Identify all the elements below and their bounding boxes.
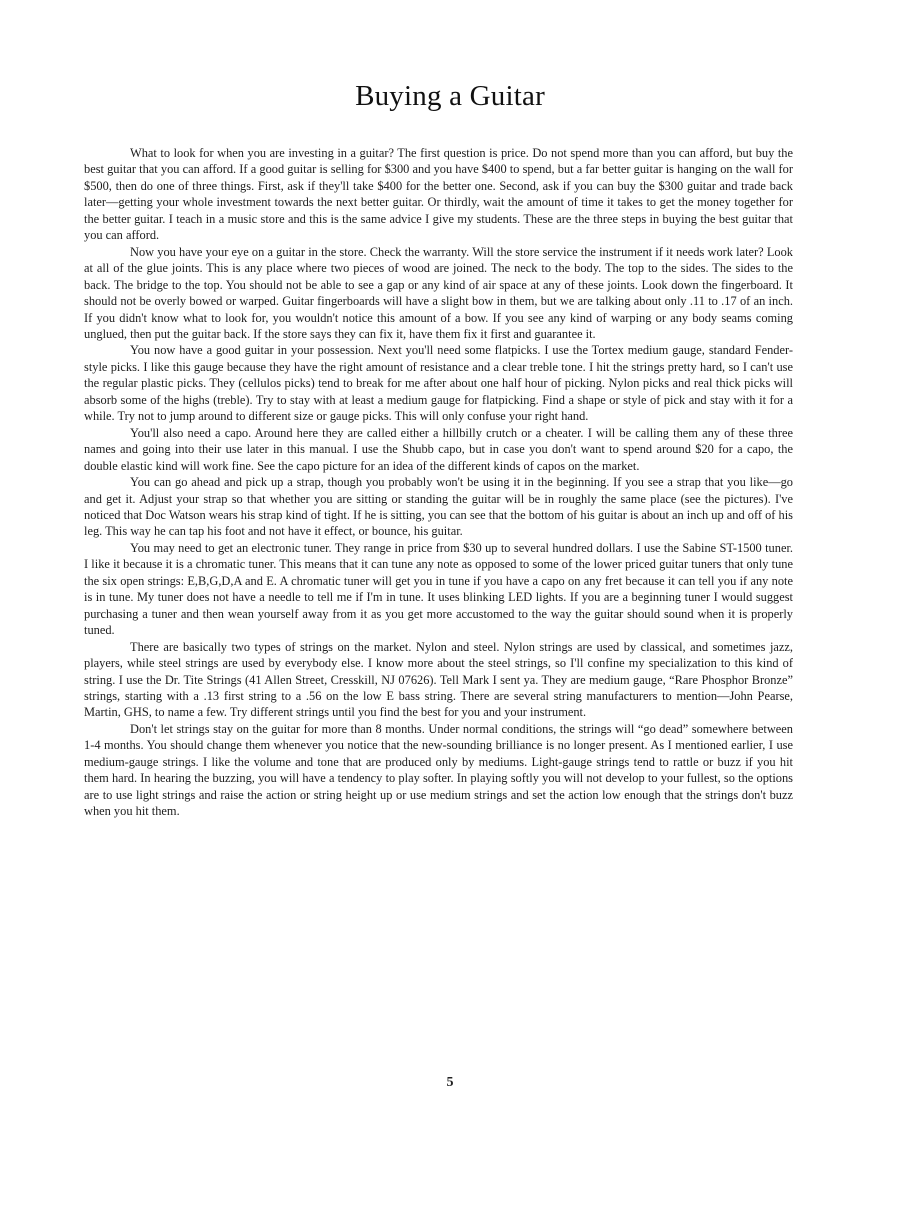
paragraph-strap: You can go ahead and pick up a strap, though you probably won't be using it in the beginning. If you see a strap that you like—go and get it. Adjust your strap so that whether you are sitting or standing the guitar will be in roughly the same place (see the pictures). I've noticed that Doc Watson wears his strap kind of tight. If he is sitting, you can see that the bottom of his guitar is about an inch up and off of his leg. This way he can tap his foot and not have it effect, or bounce, his guitar. [84,475,793,539]
body-text [84,145,793,820]
paragraph-flatpicks: You now have a good guitar in your possession. Next you'll need some flatpicks. I use the Tortex medium gauge, standard Fender-style picks. I like this gauge because they have the right amount of resistance and a clear treble tone. I hit the strings pretty hard, so I can't use the regular plastic picks. They (cellulos picks) tend to break for me after about one half hour of picking. Nylon picks and real thick picks will absorb some of the highs (treble). Try to stay with at least a medium gauge for flatpicking. Find a shape or style of pick and stay with it for a while. Try not to jump around to different size or gauge picks. This will only confuse your right hand. [84,343,793,424]
paragraph-inspection: Now you have your eye on a guitar in the store. Check the warranty. Will the store service the instrument if it needs work later? Look at all of the glue joints. This is any place where two pieces of wood are joined. The neck to the body. The top to the sides. The sides to the back. The bridge to the top. You should not be able to see a gap or any kind of air space at any of these joints. Look down the fingerboard. It should not be overly bowed or warped. Guitar fingerboards will have a slight bow in them, but we are talking about only .11 to .17 of an inch. If you didn't know what to look for, you wouldn't notice this amount of a bow. If you see any kind of warping or any body seams coming unglued, then put the guitar back. If the store says they can fix it, have them fix it first and guarantee it. [84,244,793,341]
paragraph-tuner: You may need to get an electronic tuner. They range in price from $30 up to several hundred dollars. I use the Sabine ST-1500 tuner. I like it because it is a chromatic tuner. This means that it can tune any note as opposed to some of the lower priced guitar tuners that only tune the six open strings: E,B,G,D,A and E. A chromatic tuner will get you in tune if you have a capo on any fret because it can tell you if any note is in tune. My tuner does not have a needle to tell me if I'm in tune. It uses blinking LED lights. If you are a beginning tuner I would suggest purchasing a tuner and then wean yourself away from it as you get more accustomed to the way the guitar should sound when it is properly tuned. [84,540,793,638]
paragraph-string-types: There are basically two types of strings on the market. Nylon and steel. Nylon strings are used by classical, and sometimes jazz, players, while steel strings are used by everybody else. I know more about the steel strings, so I'll confine my specialization to this kind of string. I use the Dr. Tite Strings (41 Allen Street, Cresskill, NJ 07626). Tell Mark I sent ya. They are medium gauge, “Rare Phosphor Bronze” strings, starting with a .13 first string to a .56 on the low E bass string. There are several string manufacturers to mention—John Pearse, Martin, GHS, to name a few. Try different strings until you find the best for you and your instrument. [84,639,793,720]
paragraph-capo: You'll also need a capo. Around here they are called either a hillbilly crutch or a cheater. I will be calling them any of these three names and going into their use later in this manual. I use the Shubb capo, but in case you don't want to spend around $20 for a capo, the double elastic kind will work fine. See the capo picture for an idea of the different kinds of capos on the market. [84,425,793,473]
paragraph-string-care: Don't let strings stay on the guitar for more than 8 months. Under normal conditions, the strings will “go dead” somewhere between 1-4 months. You should change them whenever you notice that the new-sounding brilliance is no longer present. As I mentioned earlier, I use medium-gauge strings. I like the volume and tone that are produced only by mediums. Light-gauge strings tend to rattle or buzz if you hit them hard. In hearing the buzzing, you will have a tendency to play softer. In playing softly you will not develop to your fullest, so the options are to use light strings and raise the action or string height up or use medium strings and set the action low enough that the strings don't buzz when you hit them. [84,721,793,819]
paragraph-price: What to look for when you are investing in a guitar? The first question is price. Do not spend more than you can afford, but buy the best guitar that you can afford. If a good guitar is selling for $300 and you have $400 to spend, but a far better guitar is hanging on the wall for $500, then do one of three things. First, ask if they'll take $400 for the better one. Second, ask if you can buy the $300 guitar and trade back later—getting your whole investment towards the next better guitar. Or thirdly, wait the amount of time it takes to get the money together for the better guitar. I teach in a music store and this is the same advice I give my students. These are the three steps in buying the best guitar that you can afford. [84,146,793,243]
page-number: 5 [446,1075,454,1090]
page-title: Buying a Guitar [355,80,545,112]
